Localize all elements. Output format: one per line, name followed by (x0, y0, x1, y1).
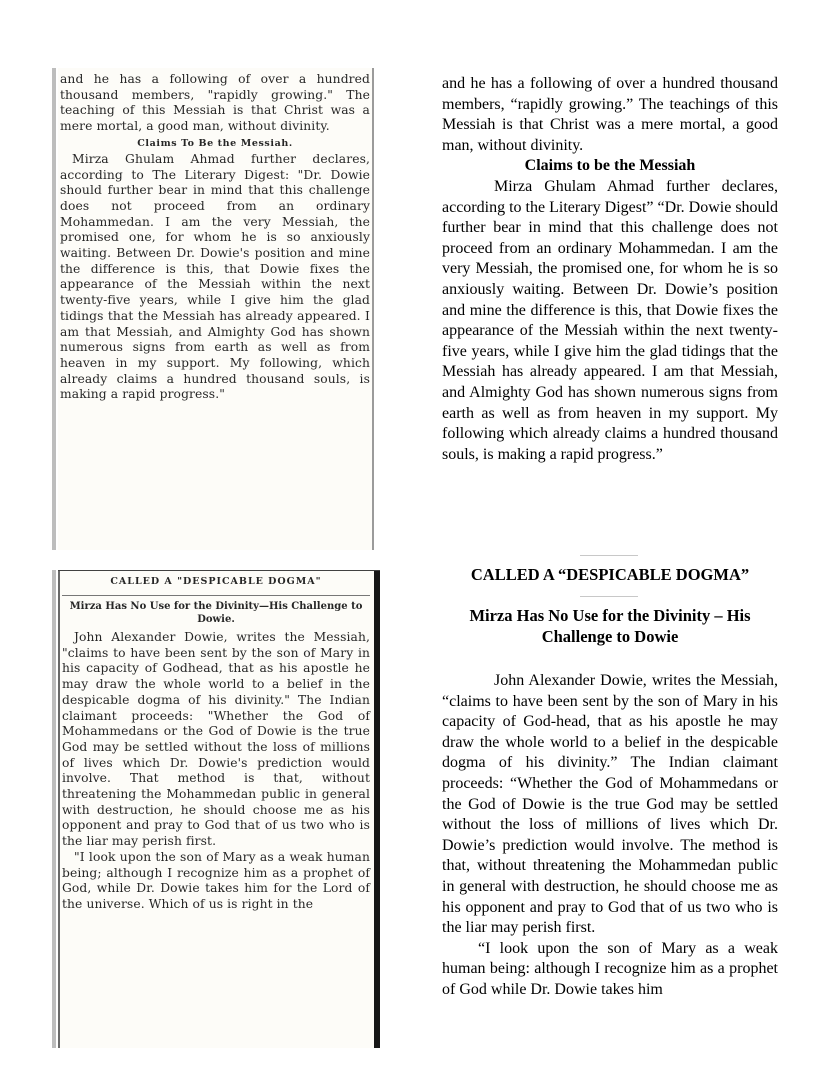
clipping-intro-text: and he has a following of over a hundred thousand members, "rapidly growing." The teaching of this Messiah is that Christ was a mere mortal, a good man, without divinity. (60, 72, 370, 134)
transcription-paragraph: Mirza Ghulam Ahmad further declares, according to the Literary Digest” “Dr. Dowie should further bear in mind that this challenge does not proceed from an ordinary Mohammedan. I am the very Messiah, the promised one, for whom he is so anxiously waiting. Between Dr. Dowie’s position and mine the difference is this, that Dowie fixes the appearance of the Messiah within the next twenty-five years, while I give him the glad tidings that the Messiah has already appeared. I am that Messiah, and Almighty God has shown numerous signs from earth as well as from heaven in my support. My following which already claims a hundred thousand souls, is making a rapid progress.” (442, 177, 778, 463)
newspaper-clipping-top (58, 68, 374, 550)
section-heading: CALLED A “DESPICABLE DOGMA” (470, 565, 750, 584)
transcription-block-bottom (442, 671, 778, 1001)
clipping-subtitle: Mirza Has No Use for the Divinity—His Challenge to Dowie. (69, 601, 363, 625)
transcription-paragraph: “I look upon the son of Mary as a weak human being: although I recognize him as a prophet of God while Dr. Dowie takes him (442, 939, 778, 998)
clipping-title: CALLED A "DESPICABLE DOGMA" (62, 575, 370, 596)
clipping-paragraph: "I look upon the son of Mary as a weak human being; although I recognize him as a prophet of God, while Dr. Dowie takes him for the Lord of the universe. Which of us is right in the (62, 849, 370, 911)
clipping-edge (52, 570, 56, 1048)
newspaper-clipping-bottom (58, 570, 380, 1048)
transcription-paragraph: John Alexander Dowie, writes the Messiah, “claims to have been sent by the son of Mary in his capacity of God-head, that as his apostle he may draw the whole world to a belief in the despicable dogma of his divinity.” The Indian claimant proceeds: “Whether the God of Mohammedans or the God of Dowie is the true God may be settled without the loss of millions of lives which Dr. Dowie’s prediction would involve. The method is that, without threatening the Mohammedan public in general with destruction, he should choose me as his opponent and pray to God that of us two who is the liar may perish first. (442, 672, 778, 937)
transcription-intro: and he has a following of over a hundred thousand members, “rapidly growing.” The teachings of this Messiah is that Christ was a mere mortal, a good man, without divinity. (442, 75, 778, 154)
clipping-heading: Claims To Be the Messiah. (137, 137, 293, 149)
transcription-block-top (442, 74, 778, 465)
clipping-edge (52, 68, 56, 550)
section-subheading: Mirza Has No Use for the Divinity – His Challenge to Dowie (469, 606, 751, 646)
section-divider (580, 596, 638, 597)
transcription-subheading: Claims to be the Messiah (524, 157, 696, 175)
clipping-paragraph: John Alexander Dowie, writes the Messiah, "claims to have been sent by the son of Mary in his capacity of Godhead, that as his apostle he may draw the whole world to a belief in the despicable dogma of his divinity." The Indian claimant proceeds: "Whether the God of Mohammedans or the God of Dowie is the true God may be settled without the loss of millions of lives which Dr. Dowie's prediction would involve. That method is that, without threatening the Mohammedan public in general with destruction, he should choose me as his opponent and pray to God that of us two who is the liar may perish first. (62, 630, 370, 849)
clipping-body-text: Mirza Ghulam Ahmad further declares, according to The Literary Digest: "Dr. Dowie should further bear in mind that this challenge does not proceed from an ordinary Mohammedan. I am the very Messiah, the promised one, for whom he is so anxiously waiting. Between Dr. Dowie's position and mine the difference is this, that Dowie fixes the appearance of the Messiah within the next twenty-five years, while I give him the glad tidings that the Messiah has already appeared. I am that Messiah, and Almighty God has shown numerous signs from earth as well as from heaven in my support. My following, which already claims a hundred thousand souls, is making a rapid progress." (60, 151, 370, 402)
section-divider (580, 555, 638, 556)
